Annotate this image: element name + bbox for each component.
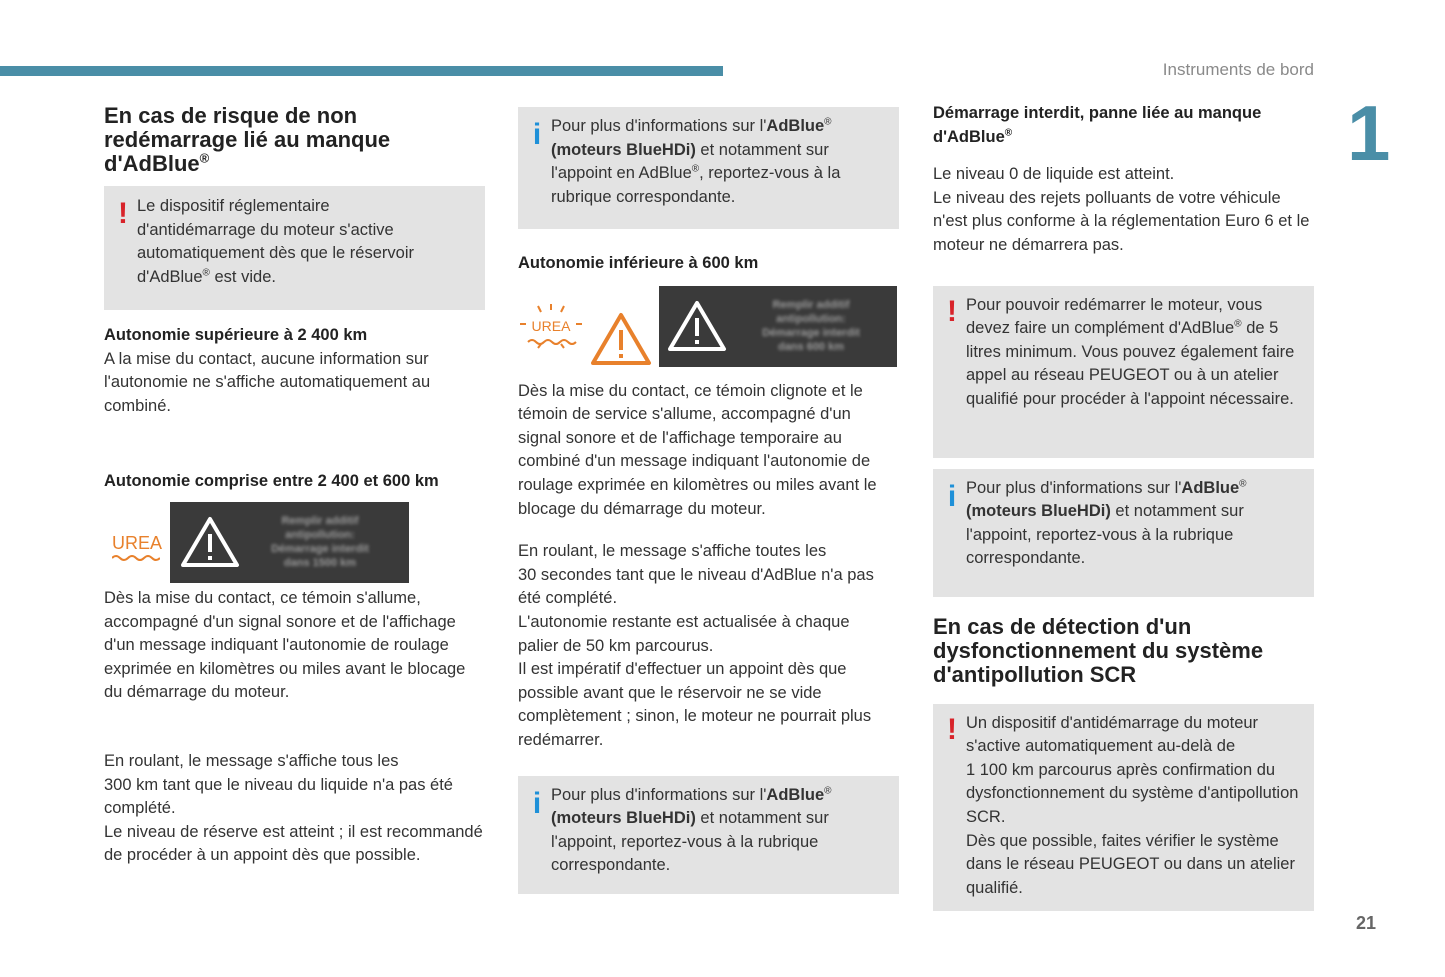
paragraph-autonomy-below-600-b: En roulant, le message s'affiche toutes les 30 secondes tant que le niveau d'AdBlue n'a pas été complété. L'autonomie restante est actualisée à chaque palier de 50 km parcourus. Il est impératif d'effectuer un appoint dès que possible avant que le réservoir ne se vide complètement ; sinon, le moteur ne pourrait plus redémarrer. xyxy=(518,542,874,749)
paragraph-autonomy-below-600-a: Dès la mise du contact, ce témoin clignote et le témoin de service s'allume, accompagné d'un signal sonore et de l'affichage temporaire au combiné d'un message indiquant l'autonomie de roulage exprimée en kilomètres ou miles avant le blocage du démarrage du moteur. xyxy=(518,381,877,518)
warning-box xyxy=(933,286,1314,458)
warning-icon: ! xyxy=(118,197,128,230)
screen-message: Remplir additif antipollution: Démarrage interdit dans 1500 km xyxy=(271,515,369,570)
warning-triangle-icon xyxy=(180,516,240,568)
svg-text:UREA: UREA xyxy=(531,317,571,334)
heading-start-prohibited: Démarrage interdit, panne liée au manque d'AdBlue® xyxy=(933,104,1262,146)
info-text: Pour plus d'informations sur l'AdBlue® (moteurs BlueHDi) et notamment sur l'appoint, reportez-vous à la rubrique correspondante. xyxy=(966,478,1247,568)
column-2 xyxy=(518,107,900,894)
heading-autonomy-below-600: Autonomie inférieure à 600 km xyxy=(518,254,759,272)
column-3 xyxy=(933,102,1315,911)
heading-autonomy-above-2400: Autonomie supérieure à 2 400 km xyxy=(104,326,368,344)
section-title-scr-malfunction: En cas de détection d'un dysfonctionnement du système d'antipollution SCR xyxy=(933,613,1264,687)
urea-blinking-icon xyxy=(518,302,584,352)
column-1 xyxy=(104,104,486,868)
dashboard-screen-600 xyxy=(659,286,897,367)
paragraph-autonomy-above-2400: A la mise du contact, aucune information sur l'autonomie ne s'affiche automatiquement au combiné. xyxy=(104,349,431,415)
service-warning-triangle-icon xyxy=(590,312,652,366)
section-title: Instruments de bord xyxy=(1162,60,1314,79)
heading-autonomy-2400-600: Autonomie comprise entre 2 400 et 600 km xyxy=(104,472,439,491)
warning-icon: ! xyxy=(947,294,957,328)
info-icon: i xyxy=(947,479,957,513)
warning-box xyxy=(104,186,485,310)
warning-text: Un dispositif d'antidémarrage du moteur s'active automatiquement au-delà de 1 100 km parcourus après confirmation du dysfonctionnement du système d'antipollution SCR. Dès que possible, faites vérifier le système dans le réseau PEUGEOT ou dans un atelier qualifié. xyxy=(966,713,1299,897)
page-number: 21 xyxy=(1356,913,1377,933)
info-box xyxy=(518,776,899,894)
chapter-number: 1 xyxy=(1347,89,1391,177)
indicator-panel-600 xyxy=(518,286,900,368)
info-box xyxy=(933,469,1314,597)
info-icon: i xyxy=(532,786,542,820)
section-title-adblue-risk: En cas de risque de non redémarrage lié au manque d'AdBlue® xyxy=(104,103,391,176)
info-icon: i xyxy=(532,118,542,151)
warning-triangle-icon xyxy=(667,300,727,352)
warning-text: Pour pouvoir redémarrer le moteur, vous devez faire un complément d'AdBlue® de 5 litres minimum. Vous pouvez également faire appel au réseau PEUGEOT ou à un atelier qualifié pour procéder à l'appoint nécessaire. xyxy=(966,295,1295,408)
info-text: Pour plus d'informations sur l'AdBlue® (moteurs BlueHDi) et notamment sur l'appoint en AdBlue®, reportez-vous à la rubrique correspondante. xyxy=(551,116,841,206)
header-accent-bar xyxy=(0,66,723,76)
urea-warning-icon: UREA xyxy=(112,532,162,556)
warning-box xyxy=(933,704,1314,911)
indicator-panel-2400 xyxy=(104,502,486,584)
paragraph-autonomy-2400-600-b: En roulant, le message s'affiche tous les 300 km tant que le niveau du liquide n'a pas été complété. Le niveau de réserve est atteint ; il est recommandé de procéder à un appoint dès que possible. xyxy=(104,751,483,865)
warning-icon: ! xyxy=(947,712,957,746)
info-text: Pour plus d'informations sur l'AdBlue® (moteurs BlueHDi) et notamment sur l'appoint, reportez-vous à la rubrique correspondante. xyxy=(551,785,832,875)
warning-text: Le dispositif réglementaire d'antidémarrage du moteur s'active automatiquement dès que le réservoir d'AdBlue® est vide. xyxy=(137,197,414,286)
info-box xyxy=(518,107,899,229)
paragraph-start-prohibited: Le niveau 0 de liquide est atteint. Le niveau des rejets polluants de votre véhicule n'est plus conforme à la réglementation Euro 6 et le moteur ne démarrera pas. xyxy=(933,165,1310,254)
dashboard-screen-2400 xyxy=(170,502,409,583)
paragraph-autonomy-2400-600-a: Dès la mise du contact, ce témoin s'allume, accompagné d'un signal sonore et de l'affichage d'un message indiquant l'autonomie de roulage exprimée en kilomètres ou miles avant le blocage du démarrage du moteur. xyxy=(104,588,466,702)
screen-message: Remplir additif antipollution: Démarrage interdit dans 600 km xyxy=(762,299,860,354)
